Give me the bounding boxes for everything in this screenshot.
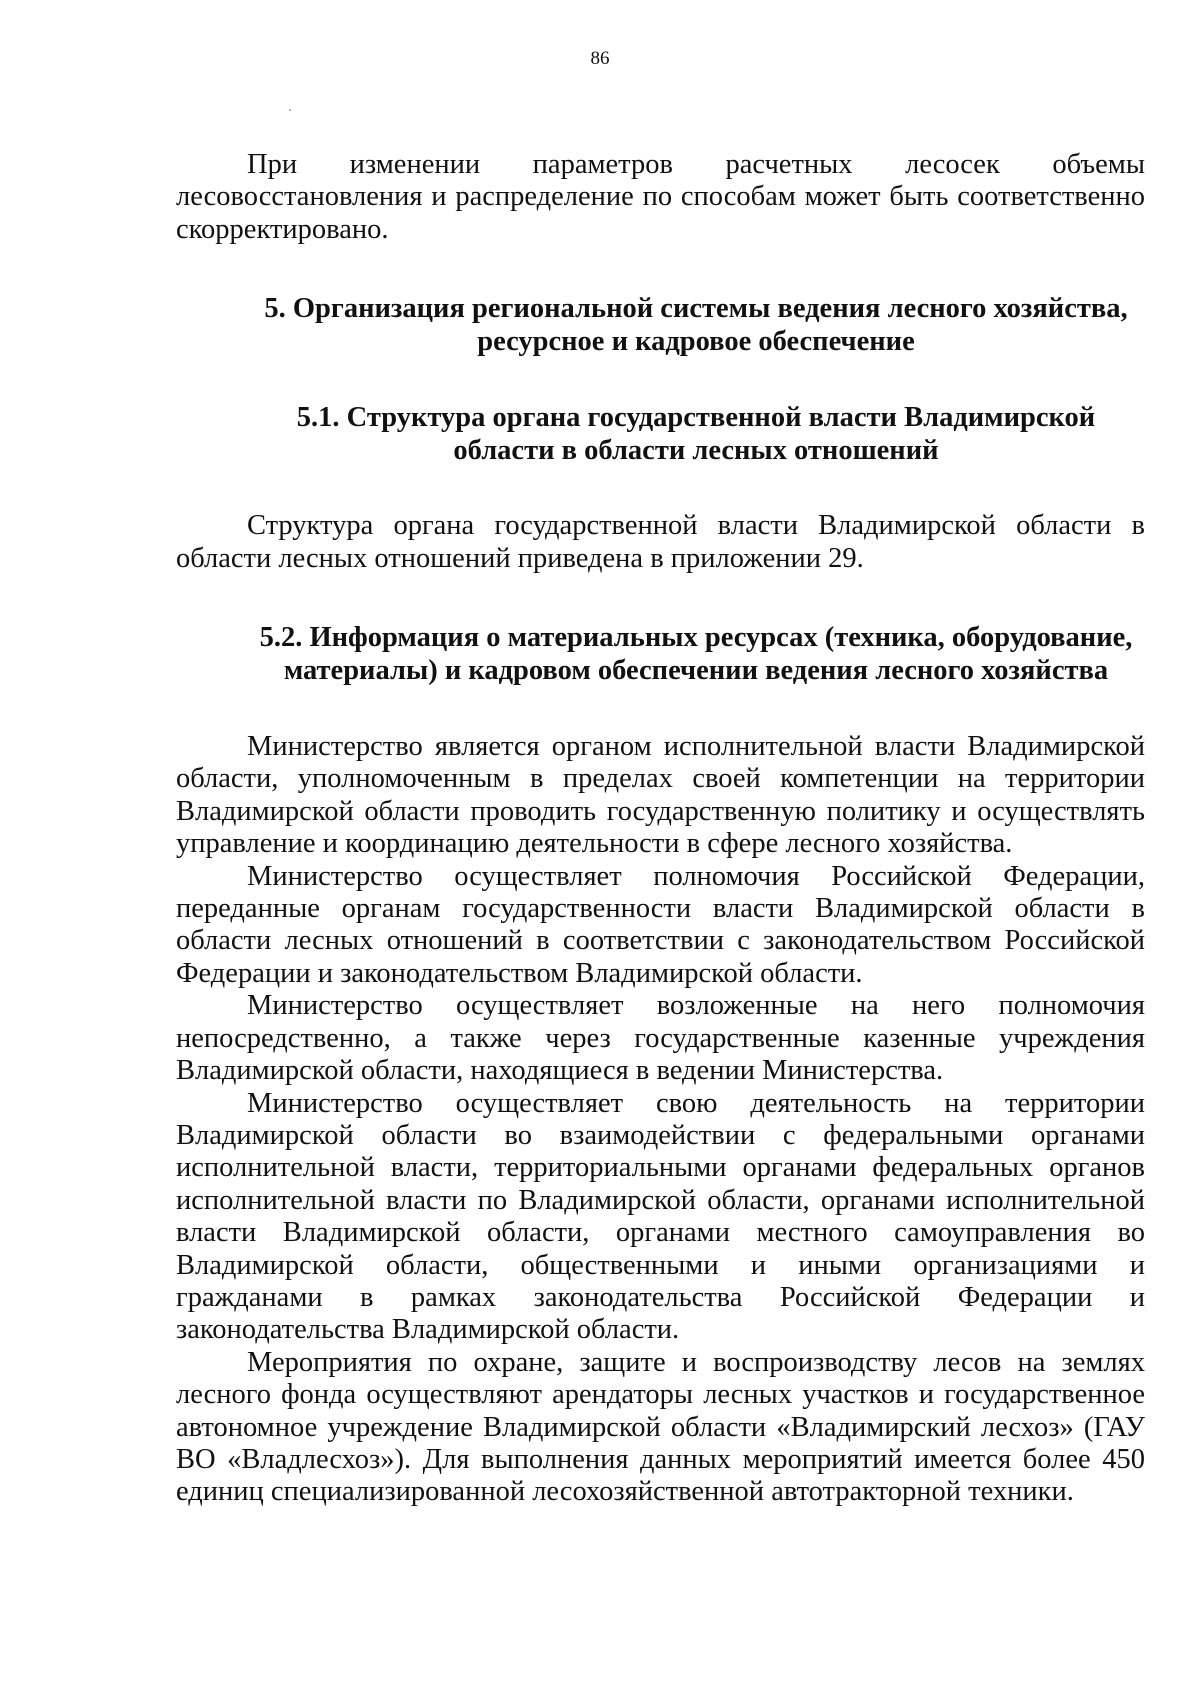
- paragraph-structure: Структура органа государственной власти Владимирской области в области лесных отношений приведена в приложении 29.: [176, 510, 1145, 574]
- subsection-heading-5-1-line-1: 5.1. Структура органа государственной власти Владимирской: [296, 402, 1096, 434]
- subsection-heading-5-1-line-2: области в области лесных отношений: [453, 435, 939, 467]
- paragraph-ministry-cooperation: Министерство осуществляет свою деятельность на территории Владимирской области во взаимодействии с федеральными органами исполнительной власти, территориальными органами федеральных органов исполнительной власти по Владимирской области, органами исполнительной власти Владимирской области, органами местного самоуправления во Владимирской области, общественными и иными организациями и гражданами в рамках законодательства Российской Федерации и законодательства Владимирской области.: [176, 1087, 1145, 1346]
- section-heading-5-line-2: ресурсное и кадровое обеспечение: [477, 326, 915, 358]
- paragraph-ministry-institutions: Министерство осуществляет возложенные на него полномочия непосредственно, а также через государственные казенные учреждения Владимирской области, находящиеся в ведении Министерства.: [176, 990, 1145, 1087]
- paragraph-ministry-role: Министерство является органом исполнительной власти Владимирской области, уполномоченным в пределах своей компетенции на территории Владимирской области проводить государственную политику и осуществлять управление и координацию деятельности в сфере лесного хозяйства.: [176, 731, 1145, 860]
- section-heading-5-line-1: 5. Организация региональной системы ведения лесного хозяйства,: [264, 293, 1128, 325]
- document-body: [176, 149, 1145, 1509]
- paragraph-ministry-powers: Министерство осуществляет полномочия Российской Федерации, переданные органам государственности власти Владимирской области в области лесных отношений в соответствии с законодательством Российской Федерации и законодательством Владимирской области.: [176, 860, 1145, 989]
- subsection-heading-5-2: [247, 621, 1145, 687]
- paragraph-forest-measures: Мероприятия по охране, защите и воспроизводству лесов на землях лесного фонда осуществляют арендаторы лесных участков и государственное автономное учреждение Владимирской области «Владимирский лесхоз» (ГАУ ВО «Владлесхоз»). Для выполнения данных мероприятий имеется более 450 единиц специализированной лесохозяйственной автотракторной техники.: [176, 1346, 1145, 1508]
- scan-speck: [289, 109, 291, 111]
- paragraph-intro: При изменении параметров расчетных лесосек объемы лесовосстановления и распределение по способам может быть соответственно скорректировано.: [176, 149, 1145, 245]
- subsection-heading-5-2-line-2: материалы) и кадровом обеспечении ведения лесного хозяйства: [283, 655, 1109, 687]
- subsection-heading-5-1: [247, 401, 1145, 467]
- page-number: 86: [590, 48, 610, 69]
- subsection-heading-5-2-line-1: 5.2. Информация о материальных ресурсах (техника, оборудование,: [259, 622, 1133, 654]
- section-heading-5: [247, 292, 1145, 358]
